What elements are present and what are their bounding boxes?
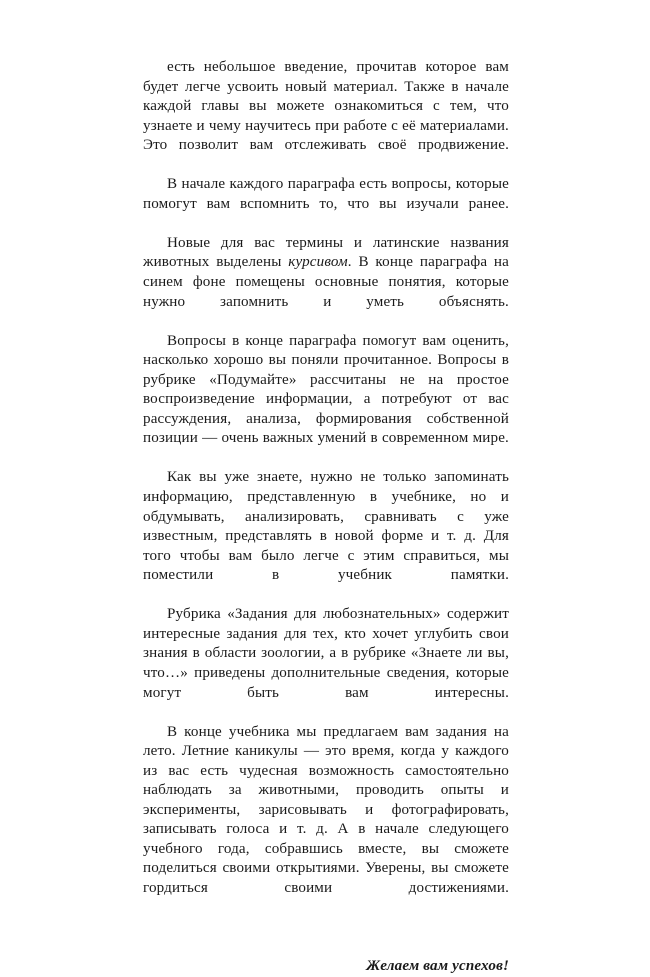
paragraph-end-questions: Вопросы в конце параграфа помогут вам оценить, насколько хорошо вы поняли прочитанное. Вопросы в рубрике «Подумайте» рассчитаны не на простое воспроизведение информации, а потребуют от вас рассуждения, анализа, формирования собственной позиции — очень важных умений в современном мире. (143, 332, 509, 447)
italic-term-kursivom: курсивом (288, 254, 348, 271)
paragraph-summer-tasks: В конце учебника мы предлагаем вам задания на лето. Летние каникулы — это время, когда у каждого из вас есть чудесная возможность самостоятельно наблюдать за животными, проводить опыты и эксперименты, зарисовывать и фотографировать, записывать голоса и т. д. А в начале следующего учебного года, собравшись вместе, вы сможете поделиться своими открытиями. Уверены, вы сможете гордиться своими достижениями. (143, 723, 509, 896)
terms-text-after-italic: . В конце параграфа на синем фоне помещены основные понятия, которые нужно запомнить и уметь объяснять. (143, 254, 509, 310)
paragraph-intro-continuation: есть небольшое введение, прочитав которое вам будет легче усвоить новый материал. Также в начале каждой главы вы можете ознакомиться с тем, что узнаете и чему научитесь при работе с её материалами. Это позволит вам отслеживать своё продвижение. (143, 59, 509, 154)
paragraph-memorize-analyze: Как вы уже знаете, нужно не только запоминать информацию, представленную в учебнике, но и обдумывать, анализировать, сравнивать с уже известным, представлять в новой форме и т. д. Для того чтобы вам было легче с этим справиться, мы поместили в учебник памятки. (143, 469, 509, 584)
terms-text-before-italic: Новые для вас термины и латинские названия животных выделены (143, 234, 509, 271)
paragraph-paragraph-questions: В начале каждого параграфа есть вопросы, которые помогут вам вспомнить то, что вы изучали ранее. (143, 176, 509, 212)
closing-wish-line: Желаем вам успехов! (366, 958, 509, 975)
paragraph-terms-italic (143, 234, 509, 332)
paragraph-rubrics: Рубрика «Задания для любознательных» содержит интересные задания для тех, кто хочет углубить свои знания в области зоологии, а в рубрике «Знаете ли вы, что…» приведены дополнительные сведения, которые могут быть вам интересны. (143, 606, 509, 701)
